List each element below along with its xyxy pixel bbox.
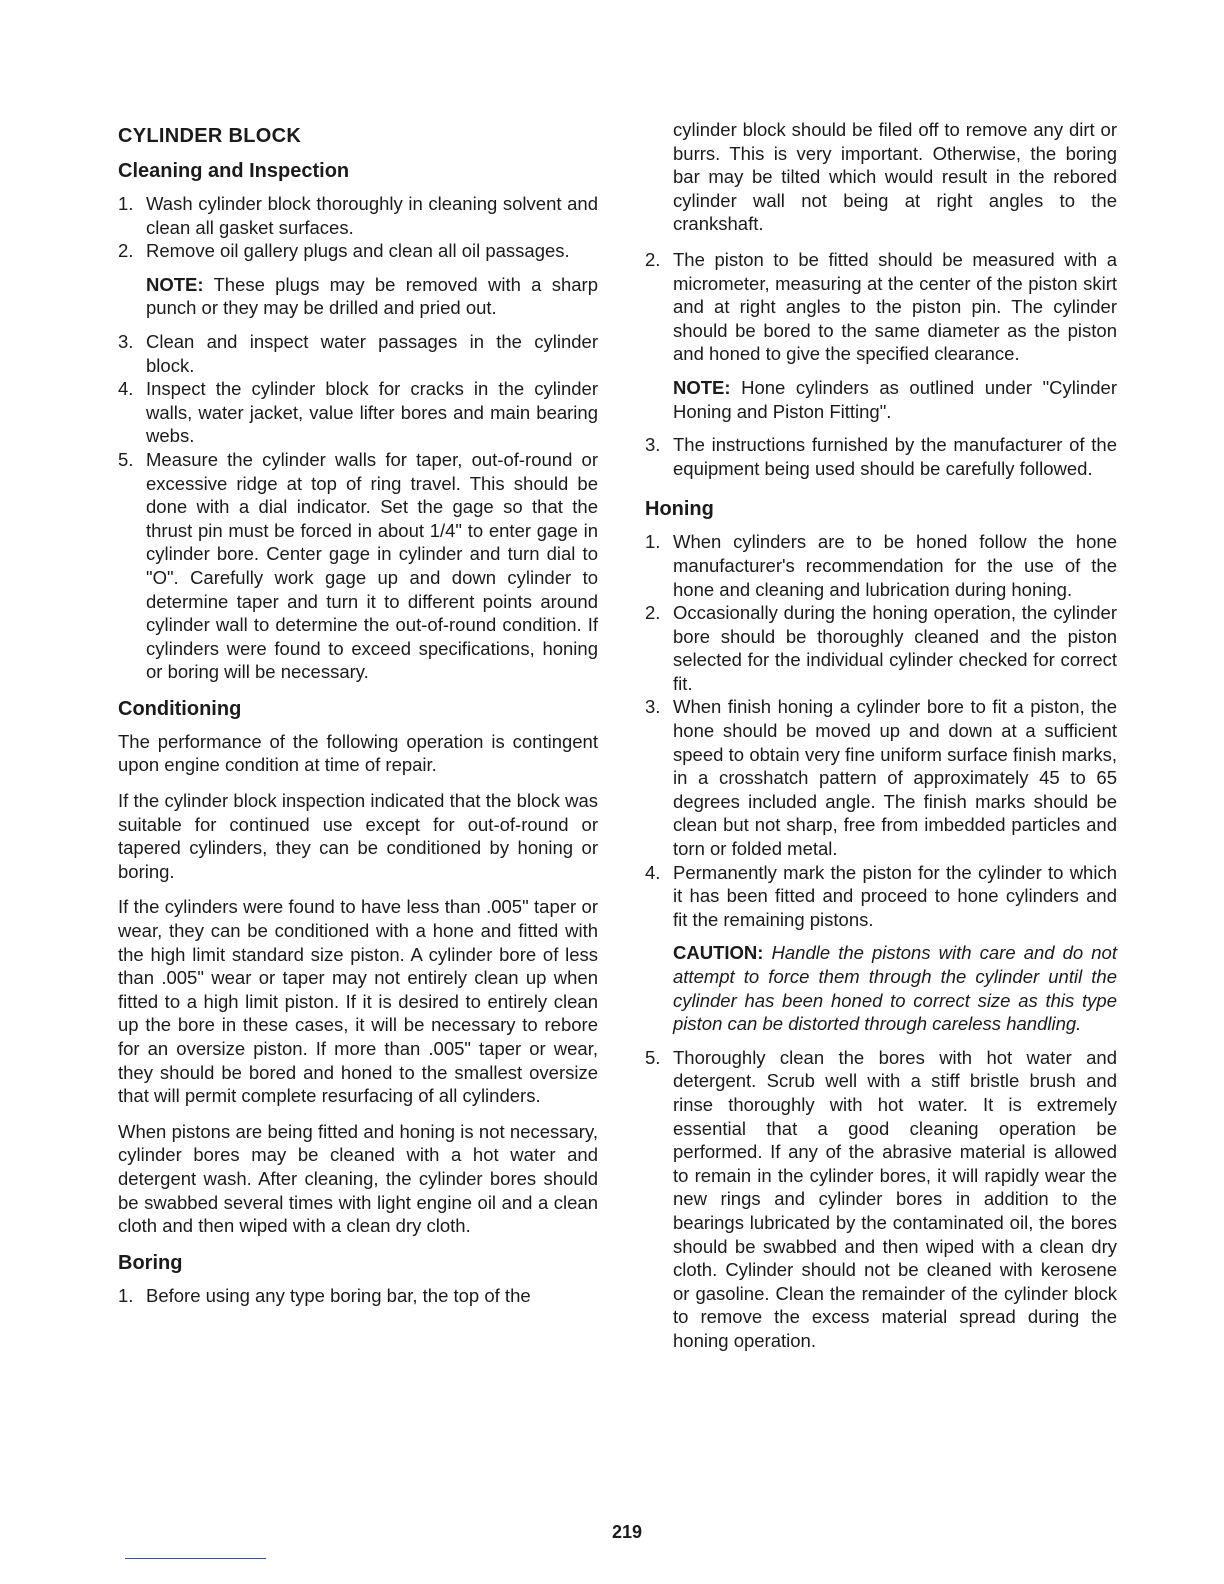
cleaning-heading: Cleaning and Inspection xyxy=(118,160,350,182)
item-number: 5. xyxy=(645,1046,661,1068)
caution-note xyxy=(645,941,1117,1035)
cleaning-list-cont xyxy=(118,330,598,684)
list-item xyxy=(645,248,1117,366)
boring-continued: cylinder block should be filed off to remove any dirt or burrs. This is very important. Otherwise, the boring bar may be tilted which would result in the rebored cylinder wall not being at right angles to the crankshaft. xyxy=(673,119,1117,235)
paragraph: When pistons are being fitted and honing is not necessary, cylinder bores may be cleaned with a hot water and detergent wash. After cleaning, the cylinder bores should be swabbed several times with light engine oil and a clean cloth and then wiped with a clean dry cloth. xyxy=(118,1120,598,1237)
list-item xyxy=(645,861,1117,932)
item-text: Clean and inspect water passages in the cylinder block. xyxy=(146,330,598,376)
list-item xyxy=(645,695,1117,860)
item-number: 2. xyxy=(645,602,661,624)
list-item xyxy=(645,530,1117,601)
paragraph: If the cylinders were found to have less than .005" taper or wear, they can be conditioned with a hone and fitted with the high limit standard size piston. A cylinder bore of less than .005" wear or taper may not entirely clean up when fitted to a high limit piston. If it is desired to entirely clean up the bore in these cases, it will be necessary to rebore for an oversize piston. If more than .005" taper or wear, they should be bored and honed to the smallest oversize that will permit complete resurfacing of all cylinders. xyxy=(118,896,598,1107)
list-item xyxy=(645,433,1117,480)
conditioning-heading: Conditioning xyxy=(118,697,242,720)
honing-list xyxy=(645,530,1117,931)
list-item xyxy=(118,1284,598,1308)
item-text: When finish honing a cylinder bore to fit a piston, the hone should be moved up and down at a sufficient speed to obtain very fine uniform surface finish marks, in a crosshatch pattern of approximately 45 to 65 degrees included angle. The finish marks should be clean but not sharp, free from imbedded particles and torn or folded metal. xyxy=(673,696,1117,860)
item-text: When cylinders are to be honed follow the hone manufacturer's recommendation for the use of the hone and cleaning and lubrication during honing. xyxy=(673,531,1117,600)
paragraph: If the cylinder block inspection indicated that the block was suitable for continued use except for out-of-round or tapered cylinders, they can be conditioned by honing or boring. xyxy=(118,790,598,882)
item-number: 1. xyxy=(118,193,134,214)
right-column xyxy=(645,118,1117,1353)
item-number: 3. xyxy=(645,696,661,718)
boring-list-cont xyxy=(645,248,1117,366)
item-text: Thoroughly clean the bores with hot water and detergent. Scrub well with a stiff bristle brush and rinse thoroughly with hot water. It is extremely essential that a good cleaning operation be performed. If any of the abrasive material is allowed to remain in the cylinder bores, it will rapidly wear the new rings and cylinder bores in addition to the bearings lubricated by the contaminated oil, the bores should be swabbed and then wiped with a clean dry cloth. Cylinder should not be cleaned with kerosene or gasoline. Clean the remainder of the cylinder block to remove the excess material spread during the honing operation. xyxy=(673,1046,1117,1351)
item-number: 1. xyxy=(645,531,661,553)
item-text: Inspect the cylinder block for cracks in the cylinder walls, water jacket, value lifter bores and main bearing webs. xyxy=(146,378,598,447)
list-item xyxy=(118,448,598,684)
list-item xyxy=(118,377,598,448)
boring-list xyxy=(118,1284,598,1308)
note-text: These plugs may be removed with a sharp punch or they may be drilled and pried out. xyxy=(146,273,598,319)
footer-rule xyxy=(125,1558,266,1559)
caution-label: CAUTION: xyxy=(673,942,764,964)
item-text: Wash cylinder block thoroughly in cleaning solvent and clean all gasket surfaces. xyxy=(146,193,598,238)
item-number: 4. xyxy=(645,861,661,883)
page-number: 219 xyxy=(612,1522,643,1542)
item-number: 2. xyxy=(118,240,134,262)
list-item xyxy=(118,330,598,377)
note-label: NOTE: xyxy=(146,273,204,295)
list-item xyxy=(645,1046,1117,1353)
list-item xyxy=(118,192,598,239)
item-number: 2. xyxy=(645,248,661,270)
item-text: Remove oil gallery plugs and clean all oil passages. xyxy=(146,240,570,262)
cleaning-list xyxy=(118,192,598,263)
paragraph: The performance of the following operation is contingent upon engine condition at time of repair. xyxy=(118,730,598,776)
boring-note xyxy=(645,376,1117,423)
list-item xyxy=(645,601,1117,695)
item-number: 5. xyxy=(118,448,134,470)
list-item xyxy=(118,239,598,263)
item-text: Permanently mark the piston for the cylinder to which it has been fitted and proceed to hone cylinders and fit the remaining pistons. xyxy=(673,861,1117,930)
item-text: The piston to be fitted should be measured with a micrometer, measuring at the center of the piston skirt and at right angles to the piston pin. The cylinder should be bored to the same diameter as the piston and honed to give the specified clearance. xyxy=(673,248,1117,365)
item-text: The instructions furnished by the manufacturer of the equipment being used should be carefully followed. xyxy=(673,434,1117,479)
item-number: 3. xyxy=(645,434,661,456)
item-text: Occasionally during the honing operation, the cylinder bore should be thoroughly cleaned and the piston selected for the individual cylinder checked for correct fit. xyxy=(673,602,1117,694)
section-title: CYLINDER BLOCK xyxy=(118,125,302,147)
item-number: 4. xyxy=(118,378,134,400)
note-label: NOTE: xyxy=(673,376,731,398)
item-text: Measure the cylinder walls for taper, out-of-round or excessive ridge at top of ring travel. This should be done with a dial indicator. Set the gage so that the thrust pin must be forced in about 1/4" to enter gage in cylinder bore. Center gage in cylinder and turn dial to "O". Carefully work gage up and down cylinder to determine taper and turn it to different points around cylinder wall to determine the out-of-round condition. If cylinders were found to exceed specifications, honing or boring will be necessary. xyxy=(146,448,598,683)
boring-list-cont-2 xyxy=(645,433,1117,480)
caution-text: Handle the pistons with care and do not attempt to force them through the cylinder until the cylinder has been honed to correct size as this type piston can be distorted through careless handling. xyxy=(673,942,1117,1035)
honing-heading: Honing xyxy=(645,498,714,521)
note-text: Hone cylinders as outlined under "Cylinder Honing and Piston Fitting". xyxy=(673,376,1117,422)
item-number: 3. xyxy=(118,330,134,352)
cleaning-note xyxy=(118,273,598,320)
honing-list-cont xyxy=(645,1046,1117,1353)
boring-heading: Boring xyxy=(118,1251,183,1274)
item-number: 1. xyxy=(118,1284,134,1306)
item-text: Before using any type boring bar, the top of the xyxy=(146,1284,531,1306)
left-column xyxy=(118,118,598,1307)
